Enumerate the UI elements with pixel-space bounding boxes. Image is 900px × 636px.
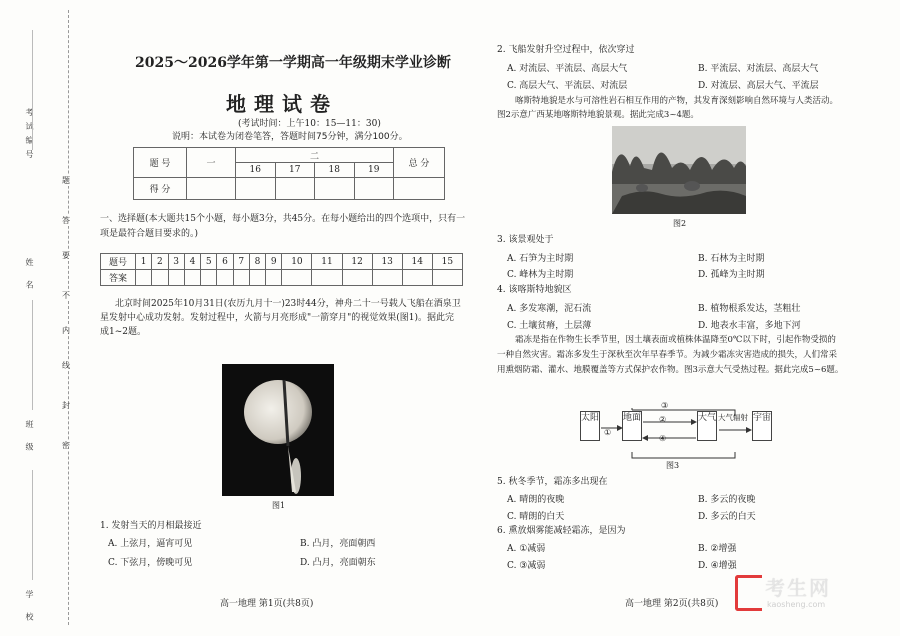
question-5-option-d[interactable]: D. 多云的白天 bbox=[698, 512, 756, 522]
passage-3-line-1: 霜冻是指在作物生长季节里，因土壤表面或植株体温降至0℃以下时，引起作物受损的 bbox=[515, 335, 836, 345]
question-6-option-d[interactable]: D. ④增强 bbox=[698, 561, 737, 571]
passage-3-line-2: 一种自然灾害。霜冻多发生于深秋至次年早春季节。为减少霜冻灾害造成的损失，人们常采 bbox=[497, 350, 838, 360]
question-1: 1. 发射当天的月相最接近 bbox=[100, 521, 202, 531]
answer-table-number: 6 bbox=[217, 254, 233, 270]
seal-char: 答 bbox=[62, 216, 70, 225]
answer-cell[interactable] bbox=[266, 270, 282, 286]
question-3-option-d[interactable]: D. 孤峰为主时期 bbox=[698, 270, 765, 280]
section-1-heading: 一、选择题(本大题共15个小题，每小题3分，共45分。在每小题给出的四个选项中，只有一 bbox=[100, 214, 466, 224]
answer-table-number: 15 bbox=[432, 254, 462, 270]
score-sub: 18 bbox=[315, 163, 355, 178]
class-label: 班 级 bbox=[25, 420, 34, 457]
answer-cell[interactable] bbox=[233, 270, 249, 286]
passage-2-line-1: 喀斯特地貌是水与可溶性岩石相互作用的产物，其发育深刻影响自然环境与人类活动。 bbox=[515, 96, 839, 106]
sun-label: 太阳 bbox=[581, 413, 600, 423]
question-1-option-d[interactable]: D. 凸月，亮面朝东 bbox=[300, 558, 376, 568]
seal-dashed-line bbox=[68, 10, 69, 625]
rule-line bbox=[32, 300, 33, 410]
question-2-option-d[interactable]: D. 对流层、高层大气、平流层 bbox=[698, 81, 819, 91]
answer-cell[interactable] bbox=[201, 270, 217, 286]
answer-table-number: 9 bbox=[266, 254, 282, 270]
watermark-text: 考生网 bbox=[765, 576, 831, 600]
score-sub: 16 bbox=[236, 163, 276, 178]
exam-note: 说明：本试卷为闭卷笔答，答题时间75分钟，满分100分。 bbox=[172, 132, 408, 142]
question-3-option-a[interactable]: A. 石笋为主时期 bbox=[507, 254, 574, 264]
answer-cell[interactable] bbox=[249, 270, 265, 286]
page-1-footer: 高一地理 第1页(共8页) bbox=[220, 599, 314, 609]
page-2-footer: 高一地理 第2页(共8页) bbox=[625, 599, 719, 609]
seal-char: 要 bbox=[62, 251, 70, 260]
score-sub: 19 bbox=[354, 163, 394, 178]
arrow-4-label: ④ bbox=[659, 434, 667, 443]
score-col: 二 bbox=[236, 148, 394, 163]
seal-char: 不 bbox=[62, 291, 70, 300]
watermark-url: kaosheng.com bbox=[767, 600, 826, 609]
passage-1-line-1: 北京时间2025年10月31日(农历九月十一)23时44分，神舟二十一号载人飞船在酒泉卫 bbox=[115, 299, 461, 309]
answer-table-number: 13 bbox=[372, 254, 402, 270]
answer-table-number: 1 bbox=[136, 254, 152, 270]
answer-table-number: 4 bbox=[184, 254, 200, 270]
question-4-option-a[interactable]: A. 多发寒潮，泥石流 bbox=[507, 304, 592, 314]
score-cell[interactable] bbox=[394, 178, 445, 200]
ground-label: 地面 bbox=[623, 413, 642, 423]
answer-table-number: 14 bbox=[402, 254, 432, 270]
karst-landscape-photo bbox=[612, 126, 746, 214]
question-6-option-b[interactable]: B. ②增强 bbox=[698, 544, 737, 554]
score-table bbox=[133, 147, 445, 200]
answer-table-number: 12 bbox=[342, 254, 372, 270]
section-1-heading-cont: 项是最符合题目要求的。) bbox=[100, 229, 199, 239]
figure-1-caption: 图1 bbox=[272, 501, 286, 510]
question-4-option-d[interactable]: D. 地表水丰富，多地下河 bbox=[698, 321, 801, 331]
passage-1-line-3: 成1~2题。 bbox=[100, 327, 146, 337]
question-2-option-a[interactable]: A. 对流层、平流层、高层大气 bbox=[507, 64, 628, 74]
exam-title: 2025～2026学年第一学期高一年级期末学业诊断 bbox=[135, 55, 451, 71]
name-label: 姓 名 bbox=[25, 258, 34, 295]
answer-table-number: 10 bbox=[282, 254, 312, 270]
answer-table-number: 11 bbox=[312, 254, 342, 270]
answer-cell[interactable] bbox=[432, 270, 462, 286]
question-4: 4. 该喀斯特地貌区 bbox=[497, 285, 572, 295]
question-5-option-c[interactable]: C. 晴朗的白天 bbox=[507, 512, 565, 522]
question-6-option-c[interactable]: C. ③减弱 bbox=[507, 561, 546, 571]
rocket-moon-photo bbox=[222, 364, 334, 496]
question-2: 2. 飞船发射升空过程中，依次穿过 bbox=[497, 45, 635, 55]
question-4-option-c[interactable]: C. 土壤贫瘠，土层薄 bbox=[507, 321, 592, 331]
rule-line bbox=[32, 470, 33, 580]
question-2-option-b[interactable]: B. 平流层、对流层、高层大气 bbox=[698, 64, 819, 74]
answer-cell[interactable] bbox=[372, 270, 402, 286]
score-cell[interactable] bbox=[354, 178, 394, 200]
answer-cell[interactable] bbox=[184, 270, 200, 286]
sun-box bbox=[580, 411, 600, 441]
question-6-option-a[interactable]: A. ①减弱 bbox=[507, 544, 546, 554]
score-row-label: 得 分 bbox=[134, 178, 187, 200]
answer-row-label: 答案 bbox=[101, 270, 136, 286]
score-col: 一 bbox=[187, 148, 236, 178]
score-cell[interactable] bbox=[187, 178, 236, 200]
question-5-option-b[interactable]: B. 多云的夜晚 bbox=[698, 495, 756, 505]
question-3-option-c[interactable]: C. 峰林为主时期 bbox=[507, 270, 574, 280]
question-3-option-b[interactable]: B. 石林为主时期 bbox=[698, 254, 765, 264]
ground-box bbox=[622, 411, 642, 441]
space-box bbox=[752, 411, 772, 441]
score-cell[interactable] bbox=[236, 178, 276, 200]
seal-char: 密 bbox=[62, 441, 70, 450]
seal-char: 线 bbox=[62, 361, 70, 370]
answer-cell[interactable] bbox=[217, 270, 233, 286]
answer-cell[interactable] bbox=[402, 270, 432, 286]
seal-char: 内 bbox=[62, 326, 70, 335]
question-4-option-b[interactable]: B. 植物根系发达，茎粗壮 bbox=[698, 304, 801, 314]
figure-3-caption: 图3 bbox=[666, 461, 680, 470]
atmosphere-label: 大气 bbox=[698, 413, 717, 423]
exam-time: (考试时间：上午10：15—11：30) bbox=[238, 119, 381, 129]
passage-3-line-3: 用熏烟防霜、灌水、地膜覆盖等方式保护农作物。图3示意大气受热过程。据此完成5~6题。 bbox=[497, 365, 844, 375]
rocket-moon-image bbox=[222, 364, 334, 496]
karst-landscape-image bbox=[612, 126, 746, 214]
score-sub: 17 bbox=[275, 163, 315, 178]
passage-2-line-2: 图2示意广西某地喀斯特地貌景观。据此完成3~4题。 bbox=[497, 110, 699, 120]
figure-2-caption: 图2 bbox=[673, 219, 687, 228]
answer-cell[interactable] bbox=[152, 270, 168, 286]
subject-title: 地理试卷 bbox=[226, 92, 338, 116]
school-label: 学 校 bbox=[25, 590, 34, 627]
arrow-1-label: ① bbox=[604, 428, 612, 437]
answer-table-number: 2 bbox=[152, 254, 168, 270]
answer-cell[interactable] bbox=[312, 270, 342, 286]
seal-char: 题 bbox=[62, 176, 70, 185]
question-1-option-b[interactable]: B. 凸月，亮面朝西 bbox=[300, 539, 376, 549]
answer-table-number: 8 bbox=[249, 254, 265, 270]
answer-table-number: 5 bbox=[201, 254, 217, 270]
score-head: 题 号 bbox=[134, 148, 187, 178]
question-5: 5. 秋冬季节，霜冻多出现在 bbox=[497, 477, 608, 487]
score-cell[interactable] bbox=[275, 178, 315, 200]
watermark-logo-icon bbox=[735, 575, 762, 611]
question-6: 6. 熏放烟雾能减轻霜冻，是因为 bbox=[497, 526, 626, 536]
answer-cell[interactable] bbox=[342, 270, 372, 286]
question-3: 3. 该景观处于 bbox=[497, 235, 554, 245]
answer-cell[interactable] bbox=[136, 270, 152, 286]
exam-number-label: 考试编号 bbox=[25, 108, 34, 164]
answer-table-head: 题号 bbox=[101, 254, 136, 270]
question-5-option-a[interactable]: A. 晴朗的夜晚 bbox=[507, 495, 565, 505]
answer-table-number: 3 bbox=[168, 254, 184, 270]
arrow-2-label: ② bbox=[659, 415, 667, 424]
score-cell[interactable] bbox=[315, 178, 355, 200]
arrow-3-label: ③ bbox=[661, 401, 669, 410]
answer-table-number: 7 bbox=[233, 254, 249, 270]
seal-char: 封 bbox=[62, 401, 70, 410]
rule-line bbox=[32, 30, 33, 150]
answer-cell[interactable] bbox=[168, 270, 184, 286]
answer-table bbox=[100, 253, 463, 286]
question-1-option-c[interactable]: C. 下弦月，傍晚可见 bbox=[108, 558, 193, 568]
atmosphere-box bbox=[697, 411, 717, 441]
atmospheric-radiation-label: 大气辐射 bbox=[718, 413, 748, 422]
question-1-option-a[interactable]: A. 上弦月，逼宵可见 bbox=[108, 539, 193, 549]
question-2-option-c[interactable]: C. 高层大气、平流层、对流层 bbox=[507, 81, 628, 91]
space-label: 宇宙 bbox=[753, 413, 772, 423]
score-col: 总 分 bbox=[394, 148, 445, 178]
answer-cell[interactable] bbox=[282, 270, 312, 286]
passage-1-line-2: 星发射中心成功发射。发射过程中，火箭与月亮形成"一箭穿月"的视觉效果(图1)。据此完 bbox=[100, 313, 455, 323]
